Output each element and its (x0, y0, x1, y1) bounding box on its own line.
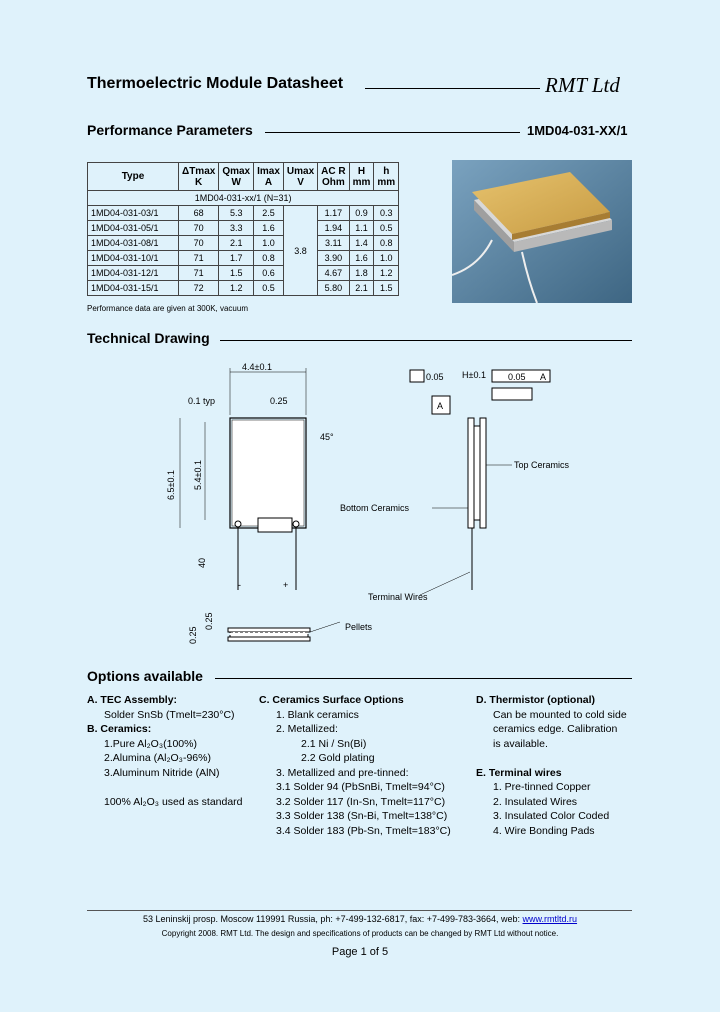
col-acr: AC R Ohm (318, 163, 349, 191)
col-H: H mm (349, 163, 374, 191)
label-top-ceramics: Top Ceramics (514, 460, 570, 470)
dim-height-inner: 5.4±0.1 (193, 460, 203, 490)
dim-flatness: 0.05 (426, 372, 444, 382)
table-row: 1MD04-031-08/1 70 2.1 1.0 3.11 1.4 0.8 (88, 236, 399, 251)
footer-rule (87, 910, 632, 911)
label-pellets: Pellets (345, 622, 373, 632)
module-photo (452, 160, 632, 303)
table-row: 1MD04-031-03/1 68 5.3 2.5 3.8 1.17 0.9 0.3 (88, 206, 399, 221)
performance-table (87, 162, 399, 296)
brand-logo-text: RMT Ltd (545, 73, 620, 97)
dim-wire: 40 (197, 557, 207, 568)
col-imax: Imax A (254, 163, 284, 191)
section-title-options: Options available (87, 668, 203, 684)
document-title: Thermoelectric Module Datasheet (87, 75, 344, 92)
col-umax: Umax V (283, 163, 317, 191)
copyright: Copyright 2008. RMT Ltd. The design and specifications of products can be changed by RMT Ltd without notice. (161, 929, 559, 938)
section-rule (220, 340, 632, 341)
label-bottom-ceramics: Bottom Ceramics (340, 503, 410, 513)
section-rule (265, 132, 520, 133)
technical-drawing (150, 360, 600, 650)
table-header-row (88, 163, 399, 191)
section-title-drawing: Technical Drawing (87, 330, 210, 346)
dim-pitch: 0.1 typ (188, 396, 216, 406)
footer-address: 53 Leninskij prosp. Moscow 119991 Russia, ph: +7-499-132-6817, fax: +7-499-783-3664, web: www.rmtltd.ru (142, 914, 578, 924)
part-number: 1MD04-031-XX/1 (527, 123, 628, 138)
table-row: 1MD04-031-05/1 70 3.3 1.6 1.94 1.1 0.5 (88, 221, 399, 236)
dim-thick-top: 0.25 (204, 612, 214, 630)
section-rule (215, 678, 632, 679)
dim-height: 6.5±0.1 (166, 470, 176, 500)
label-terminal-wires: Terminal Wires (368, 592, 428, 602)
table-row: 1MD04-031-15/1 72 1.2 0.5 5.80 2.1 1.5 (88, 281, 399, 296)
table-row: 1MD04-031-12/1 71 1.5 0.6 4.67 1.8 1.2 (88, 266, 399, 281)
options-col-d-e: D. Thermistor (optional) Can be mounted to cold side ceramics edge. Calibration is available. E. Terminal wires 1. Pre-tinned Copper 2. Insulated Wires 3. Insulated Color Coded 4. Wire Bonding Pads (476, 694, 627, 837)
datum-ref: A (540, 372, 547, 382)
dim-hh: H±0.1 (462, 370, 486, 380)
terminal-plus: + (283, 580, 289, 590)
website-link[interactable]: www.rmtltd.ru (522, 914, 578, 924)
header-rule (365, 88, 540, 89)
col-dtmax: ΔTmax K (179, 163, 219, 191)
options-col-a-b: A. TEC Assembly: Solder SnSb (Tmelt=230°C) B. Ceramics: 1.Pure Al₂O₃(100%) 2.Alumina (Al₂O₃-96%) 3.Aluminum Nitride (AlN) 100% Al₂O₃ used as standard (87, 694, 243, 808)
col-type: Type (88, 163, 179, 191)
dim-thick-bottom: 0.25 (188, 626, 198, 644)
dim-angle: 45° (320, 432, 334, 442)
datum-box: A (437, 401, 444, 411)
terminal-minus: - (238, 580, 241, 590)
page-number: Page 1 of 5 (331, 946, 389, 958)
dim-parallel: 0.05 (508, 372, 526, 382)
table-row: 1MD04-031-10/1 71 1.7 0.8 3.90 1.6 1.0 (88, 251, 399, 266)
col-h: h mm (374, 163, 399, 191)
umax-value: 3.8 (283, 206, 317, 296)
options-col-c: C. Ceramics Surface Options 1. Blank ceramics 2. Metallized: 2.1 Ni / Sn(Bi) 2.2 Gold plating 3. Metallized and pre-tinned: 3.1 Solder 94 (PbSnBi, Tmelt=94°C) 3.2 Solder 117 (In-Sn, Tmelt=117°C) 3.3 Solder 138 (Sn-Bi, Tmelt=138°C) 3.4 Solder 183 (Pb-Sn, Tmelt=183°C) (259, 694, 451, 837)
dim-chamfer: 0.25 (270, 396, 288, 406)
dim-width: 4.4±0.1 (242, 362, 272, 372)
section-title-performance: Performance Parameters (87, 122, 253, 138)
table-note: Performance data are given at 300K, vacuum (87, 304, 248, 313)
group-label: 1MD04-031-xx/1 (N=31) (88, 191, 399, 206)
col-qmax: Qmax W (219, 163, 254, 191)
